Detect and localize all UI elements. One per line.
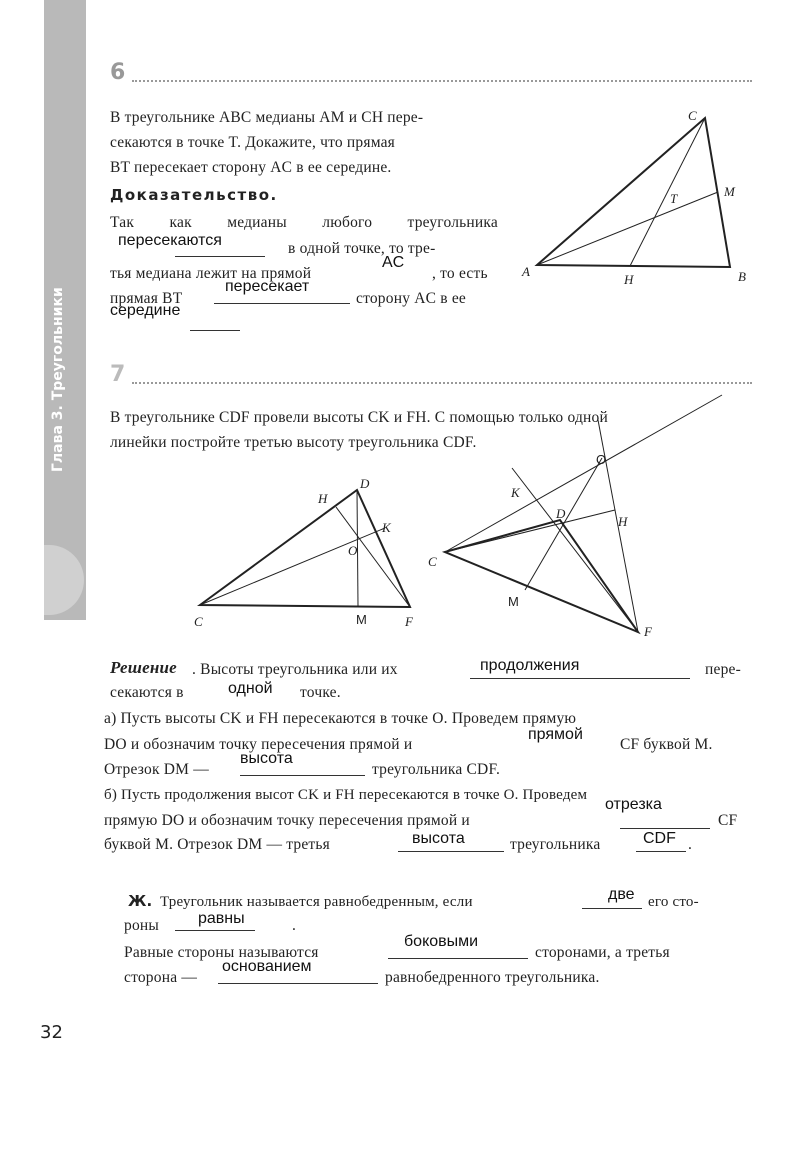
proof-heading: Доказательство.: [110, 186, 278, 204]
proof-line: тья медиана лежит на прямой: [110, 265, 312, 282]
label-k: K: [382, 520, 391, 535]
solution-line: пере-: [705, 661, 741, 678]
blank: [388, 958, 528, 959]
answer[interactable]: основанием: [222, 958, 312, 975]
statement-line: В треугольнике CDF провели высоты CK и FH. С помощью только одной: [110, 409, 608, 426]
solution-heading: Решение: [110, 658, 177, 677]
statement-line: секаются в точке T. Докажите, что прямая: [110, 134, 396, 151]
answer[interactable]: пересекает: [225, 278, 310, 295]
label-h: H: [618, 514, 628, 529]
figure-acute-triangle: [200, 490, 410, 607]
statement-line: В треугольнике ABC медианы AM и CH пере-: [110, 109, 424, 126]
text-line: сторонами, а третья: [535, 944, 670, 961]
proof-line: сторону AC в ее: [356, 290, 466, 307]
blank: [175, 930, 255, 931]
label-h: H: [624, 272, 634, 287]
solution-line: точке.: [300, 684, 341, 701]
answer[interactable]: прямой: [528, 726, 583, 743]
solution-line: DO и обозначим точку пересечения прямой и: [104, 736, 413, 753]
label-d: D: [360, 476, 370, 491]
label-m: M: [356, 612, 367, 627]
proof-line: в одной точке, то тре-: [288, 240, 436, 257]
label-c: C: [428, 554, 437, 569]
solution-line: б) Пусть продолжения высот CK и FH пересекаются в точке O. Проведем: [104, 787, 588, 803]
proof-line: , то есть: [432, 265, 488, 282]
solution-line: CF буквой M.: [620, 736, 713, 753]
blank: [636, 851, 686, 852]
solution-line: а) Пусть высоты CK и FH пересекаются в точке O. Проведем прямую: [104, 710, 577, 727]
answer[interactable]: середине: [110, 302, 181, 319]
label-d: D: [556, 506, 566, 521]
blank: [398, 851, 504, 852]
answer[interactable]: боковыми: [404, 933, 479, 950]
answer[interactable]: одной: [228, 680, 273, 697]
answer[interactable]: AC: [382, 254, 405, 271]
text-line: Равные стороны называются: [124, 944, 319, 961]
text-line: сторона —: [124, 969, 198, 986]
answer[interactable]: высота: [240, 750, 293, 767]
label-b: B: [738, 269, 746, 284]
answer[interactable]: равны: [198, 910, 245, 927]
solution-line: треугольника CDF.: [372, 761, 501, 778]
statement-line: линейки постройте третью высоту треугольника CDF.: [110, 434, 477, 451]
label-k: K: [511, 485, 520, 500]
label-f: F: [405, 614, 413, 629]
label-m: M: [724, 184, 735, 199]
label-o: O: [596, 452, 607, 467]
proof-line: прямая BT: [110, 290, 183, 307]
blank: [620, 828, 710, 829]
solution-line: Отрезок DM —: [104, 761, 209, 778]
solution-line: CF: [718, 812, 738, 829]
solution-line: . Высоты треугольника или их: [192, 661, 398, 678]
figure-triangle-abc: [537, 118, 730, 267]
task-marker: Ж.: [128, 892, 153, 910]
blank: [218, 983, 378, 984]
label-h: H: [318, 491, 328, 506]
text-line: роны: [124, 917, 160, 934]
chapter-title: Глава 3. Треугольники: [50, 287, 66, 473]
answer[interactable]: продолжения: [480, 657, 580, 674]
solution-line: секаются в: [110, 684, 184, 701]
blank: [470, 678, 690, 679]
solution-line: треугольника: [510, 836, 601, 853]
label-o: O: [348, 543, 358, 558]
solution-line: буквой M. Отрезок DM — третья: [104, 836, 330, 853]
label-c: C: [688, 108, 697, 123]
answer[interactable]: CDF: [643, 830, 676, 847]
label-c: C: [194, 614, 203, 629]
text-line: его сто-: [648, 894, 699, 910]
task-number: 7: [110, 362, 126, 387]
task-number: 6: [110, 60, 126, 85]
label-f: F: [644, 624, 652, 639]
statement-line: BT пересекает сторону AC в ее середине.: [110, 159, 392, 176]
page-number: 32: [40, 1022, 63, 1043]
blank: [582, 908, 642, 909]
label-m: M: [508, 594, 519, 609]
solution-line: прямую DO и обозначим точку пересечения прямой и: [104, 812, 470, 829]
answer[interactable]: высота: [412, 830, 465, 847]
label-a: A: [522, 264, 530, 279]
text-line: Треугольник называется равнобедренным, если: [160, 894, 473, 910]
proof-line: Так как медианы любого треугольника: [110, 214, 498, 231]
figure-obtuse-triangle: [445, 395, 722, 632]
text-line: .: [292, 917, 297, 934]
answer[interactable]: отрезка: [605, 796, 662, 813]
label-t: T: [670, 191, 678, 206]
solution-line: .: [688, 836, 693, 853]
blank: [240, 775, 365, 776]
text-line: равнобедренного треугольника.: [385, 969, 600, 986]
answer[interactable]: две: [608, 886, 635, 903]
answer[interactable]: пересекаются: [118, 232, 222, 249]
